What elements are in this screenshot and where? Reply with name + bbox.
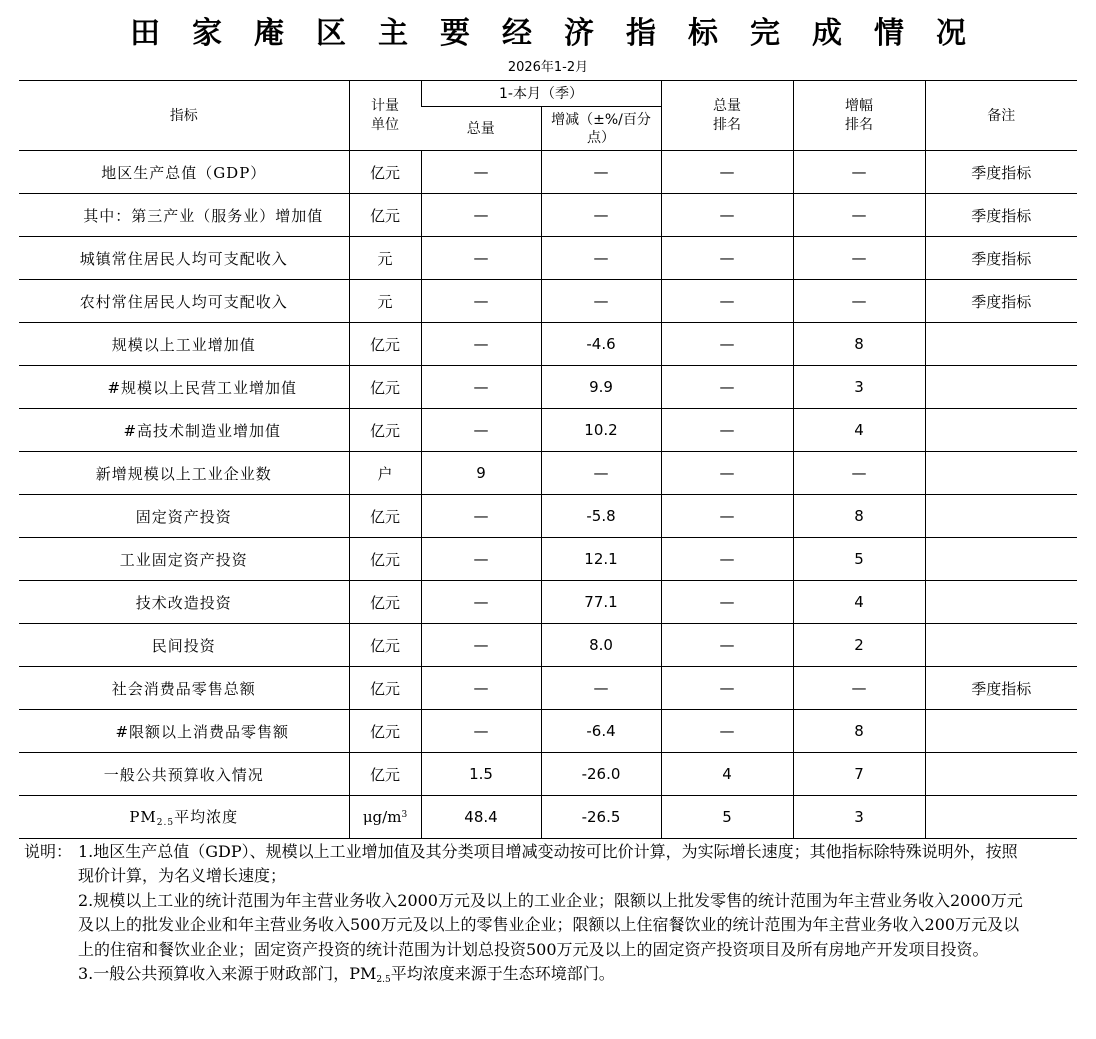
growth-rank-cell: — bbox=[793, 667, 925, 710]
unit-cell: 亿元 bbox=[349, 710, 421, 753]
table-row bbox=[19, 624, 1077, 667]
total-rank-cell: — bbox=[661, 538, 793, 581]
remark-cell bbox=[925, 710, 1077, 753]
remark-cell bbox=[925, 538, 1077, 581]
total-cell: — bbox=[421, 280, 541, 323]
indicator-name bbox=[19, 796, 349, 839]
change-cell: -6.4 bbox=[541, 710, 661, 753]
growth-rank-cell: 2 bbox=[793, 624, 925, 667]
remark-cell bbox=[925, 366, 1077, 409]
total-cell: 1.5 bbox=[421, 753, 541, 796]
table-row bbox=[19, 753, 1077, 796]
indicator-name: 一般公共预算收入情况 bbox=[19, 753, 349, 796]
indicator-name: 规模以上工业增加值 bbox=[19, 323, 349, 366]
table-body bbox=[19, 151, 1077, 839]
total-cell: — bbox=[421, 194, 541, 237]
indicator-name: 农村常住居民人均可支配收入 bbox=[19, 280, 349, 323]
total-rank-cell: — bbox=[661, 452, 793, 495]
note-1-text: 1.地区生产总值（GDP）、规模以上工业增加值及其分类项目增减变动按可比价计算，为实际增长速度；其他指标除特殊说明外，按照现价计算，为名义增长速度； bbox=[78, 842, 1018, 886]
growth-rank-cell: 8 bbox=[793, 495, 925, 538]
indicator-name: 城镇常住居民人均可支配收入 bbox=[19, 237, 349, 280]
header-total: 总量 bbox=[421, 107, 541, 151]
remark-cell bbox=[925, 624, 1077, 667]
table-row bbox=[19, 667, 1077, 710]
remark-cell bbox=[925, 323, 1077, 366]
change-cell: 9.9 bbox=[541, 366, 661, 409]
total-rank-cell: — bbox=[661, 366, 793, 409]
note-3 bbox=[24, 962, 1024, 992]
total-rank-cell: — bbox=[661, 237, 793, 280]
total-cell: — bbox=[421, 538, 541, 581]
change-cell: -26.0 bbox=[541, 753, 661, 796]
unit-cell bbox=[349, 796, 421, 839]
total-cell: — bbox=[421, 366, 541, 409]
growth-rank-cell: 5 bbox=[793, 538, 925, 581]
change-cell: — bbox=[541, 151, 661, 194]
change-cell: -5.8 bbox=[541, 495, 661, 538]
total-rank-cell: — bbox=[661, 581, 793, 624]
growth-rank-cell: — bbox=[793, 194, 925, 237]
header-unit bbox=[349, 81, 421, 151]
remark-cell: 季度指标 bbox=[925, 237, 1077, 280]
growth-rank-cell: 3 bbox=[793, 366, 925, 409]
table-row bbox=[19, 796, 1077, 839]
note-2-text: 2.规模以上工业的统计范围为年主营业务收入2000万元及以上的工业企业；限额以上批发零售的统计范围为年主营业务收入2000万元及以上的批发业企业和年主营业务收入500万元及以上的零售业企业；限额以上住宿餐饮业的统计范围为年主营业务收入200万元及以上的住宿和餐饮业企业；固定资产投资的统计范围为计划总投资500万元及以上的固定资产投资项目及所有房地产开发项目投资。 bbox=[78, 890, 1023, 959]
total-cell: — bbox=[421, 624, 541, 667]
page-title: 田家庵区主要经济指标完成情况 bbox=[130, 16, 998, 51]
table-row bbox=[19, 323, 1077, 366]
unit-cell: 亿元 bbox=[349, 581, 421, 624]
note-2 bbox=[24, 889, 1024, 962]
indicator-name-prefix: PM bbox=[129, 808, 157, 826]
unit-cell: 亿元 bbox=[349, 624, 421, 667]
header-growth-rank-text: 增幅排名 bbox=[845, 97, 873, 133]
remark-cell: 季度指标 bbox=[925, 194, 1077, 237]
header-total-rank bbox=[661, 81, 793, 151]
indicator-name: 地区生产总值（GDP） bbox=[19, 151, 349, 194]
header-period-group: 1-本月（季） bbox=[421, 81, 661, 107]
header-change-text: 增减（±%/百分点） bbox=[551, 111, 651, 146]
table-row bbox=[19, 710, 1077, 753]
table-row bbox=[19, 452, 1077, 495]
note-indent bbox=[24, 962, 78, 992]
growth-rank-cell: 4 bbox=[793, 581, 925, 624]
header-change bbox=[541, 107, 661, 151]
notes-label: 说明： bbox=[24, 842, 73, 861]
remark-cell bbox=[925, 753, 1077, 796]
change-cell: -4.6 bbox=[541, 323, 661, 366]
remark-cell: 季度指标 bbox=[925, 280, 1077, 323]
total-cell: — bbox=[421, 151, 541, 194]
unit-prefix: μg/m bbox=[362, 808, 402, 826]
note-3-prefix: 3.一般公共预算收入来源于财政部门，PM bbox=[78, 964, 377, 984]
table-row bbox=[19, 237, 1077, 280]
table-row bbox=[19, 366, 1077, 409]
total-cell: — bbox=[421, 409, 541, 452]
unit-cell: 亿元 bbox=[349, 366, 421, 409]
total-cell: — bbox=[421, 323, 541, 366]
total-cell: — bbox=[421, 667, 541, 710]
total-cell: — bbox=[421, 581, 541, 624]
indicator-name: 技术改造投资 bbox=[19, 581, 349, 624]
indicator-name: #高技术制造业增加值 bbox=[19, 409, 349, 452]
unit-cell: 户 bbox=[349, 452, 421, 495]
header-total-rank-text: 总量排名 bbox=[713, 97, 741, 133]
change-cell: -26.5 bbox=[541, 796, 661, 839]
note-3-text bbox=[78, 962, 1024, 992]
growth-rank-cell: — bbox=[793, 280, 925, 323]
indicator-name: 固定资产投资 bbox=[19, 495, 349, 538]
change-cell: — bbox=[541, 280, 661, 323]
table-row bbox=[19, 280, 1077, 323]
total-rank-cell: — bbox=[661, 409, 793, 452]
indicator-name-suffix: 平均浓度 bbox=[174, 808, 239, 826]
remark-cell bbox=[925, 495, 1077, 538]
unit-superscript: 3 bbox=[401, 810, 408, 820]
indicator-name: 社会消费品零售总额 bbox=[19, 667, 349, 710]
indicator-name: #规模以上民营工业增加值 bbox=[19, 366, 349, 409]
indicator-name: 民间投资 bbox=[19, 624, 349, 667]
total-rank-cell: — bbox=[661, 495, 793, 538]
header-unit-text: 计量单位 bbox=[371, 97, 399, 133]
indicator-name: #限额以上消费品零售额 bbox=[19, 710, 349, 753]
remark-cell bbox=[925, 409, 1077, 452]
total-rank-cell: — bbox=[661, 624, 793, 667]
growth-rank-cell: 8 bbox=[793, 710, 925, 753]
change-cell: 10.2 bbox=[541, 409, 661, 452]
unit-cell: 亿元 bbox=[349, 667, 421, 710]
total-rank-cell: — bbox=[661, 323, 793, 366]
note-3-subscript: 2.5 bbox=[376, 975, 391, 986]
table-row bbox=[19, 538, 1077, 581]
header-indicator: 指标 bbox=[19, 81, 349, 151]
total-cell: — bbox=[421, 237, 541, 280]
total-rank-cell: — bbox=[661, 280, 793, 323]
growth-rank-cell: 4 bbox=[793, 409, 925, 452]
total-rank-cell: 5 bbox=[661, 796, 793, 839]
remark-cell bbox=[925, 581, 1077, 624]
remark-cell bbox=[925, 796, 1077, 839]
remark-cell: 季度指标 bbox=[925, 151, 1077, 194]
note-indent bbox=[24, 889, 78, 962]
total-rank-cell: — bbox=[661, 667, 793, 710]
unit-cell: 亿元 bbox=[349, 151, 421, 194]
change-cell: — bbox=[541, 667, 661, 710]
header-growth-rank bbox=[793, 81, 925, 151]
indicator-name-subscript: 2.5 bbox=[156, 818, 175, 828]
total-rank-cell: — bbox=[661, 194, 793, 237]
unit-cell: 元 bbox=[349, 237, 421, 280]
table-row bbox=[19, 495, 1077, 538]
growth-rank-cell: — bbox=[793, 452, 925, 495]
report-period: 2026年1-2月 bbox=[507, 60, 589, 75]
total-cell: 48.4 bbox=[421, 796, 541, 839]
total-cell: — bbox=[421, 710, 541, 753]
growth-rank-cell: — bbox=[793, 237, 925, 280]
total-cell: 9 bbox=[421, 452, 541, 495]
change-cell: — bbox=[541, 194, 661, 237]
growth-rank-cell: 3 bbox=[793, 796, 925, 839]
change-cell: 8.0 bbox=[541, 624, 661, 667]
table-row bbox=[19, 581, 1077, 624]
table-row bbox=[19, 409, 1077, 452]
table-row bbox=[19, 151, 1077, 194]
change-cell: 77.1 bbox=[541, 581, 661, 624]
unit-cell: 亿元 bbox=[349, 538, 421, 581]
indicator-table bbox=[19, 80, 1077, 839]
change-cell: — bbox=[541, 452, 661, 495]
indicator-name: 工业固定资产投资 bbox=[19, 538, 349, 581]
table-row bbox=[19, 194, 1077, 237]
change-cell: 12.1 bbox=[541, 538, 661, 581]
indicator-name: 新增规模以上工业企业数 bbox=[19, 452, 349, 495]
note-1 bbox=[24, 840, 1024, 889]
remark-cell bbox=[925, 452, 1077, 495]
header-remark: 备注 bbox=[925, 81, 1077, 151]
indicator-name: 其中：第三产业（服务业）增加值 bbox=[19, 194, 349, 237]
notes-section bbox=[24, 840, 1024, 992]
unit-cell: 亿元 bbox=[349, 409, 421, 452]
unit-cell: 元 bbox=[349, 280, 421, 323]
growth-rank-cell: 8 bbox=[793, 323, 925, 366]
change-cell: — bbox=[541, 237, 661, 280]
unit-cell: 亿元 bbox=[349, 753, 421, 796]
remark-cell: 季度指标 bbox=[925, 667, 1077, 710]
total-cell: — bbox=[421, 495, 541, 538]
unit-cell: 亿元 bbox=[349, 194, 421, 237]
growth-rank-cell: — bbox=[793, 151, 925, 194]
total-rank-cell: — bbox=[661, 151, 793, 194]
unit-cell: 亿元 bbox=[349, 495, 421, 538]
note-3-suffix: 平均浓度来源于生态环境部门。 bbox=[390, 964, 615, 984]
total-rank-cell: — bbox=[661, 710, 793, 753]
total-rank-cell: 4 bbox=[661, 753, 793, 796]
unit-cell: 亿元 bbox=[349, 323, 421, 366]
growth-rank-cell: 7 bbox=[793, 753, 925, 796]
